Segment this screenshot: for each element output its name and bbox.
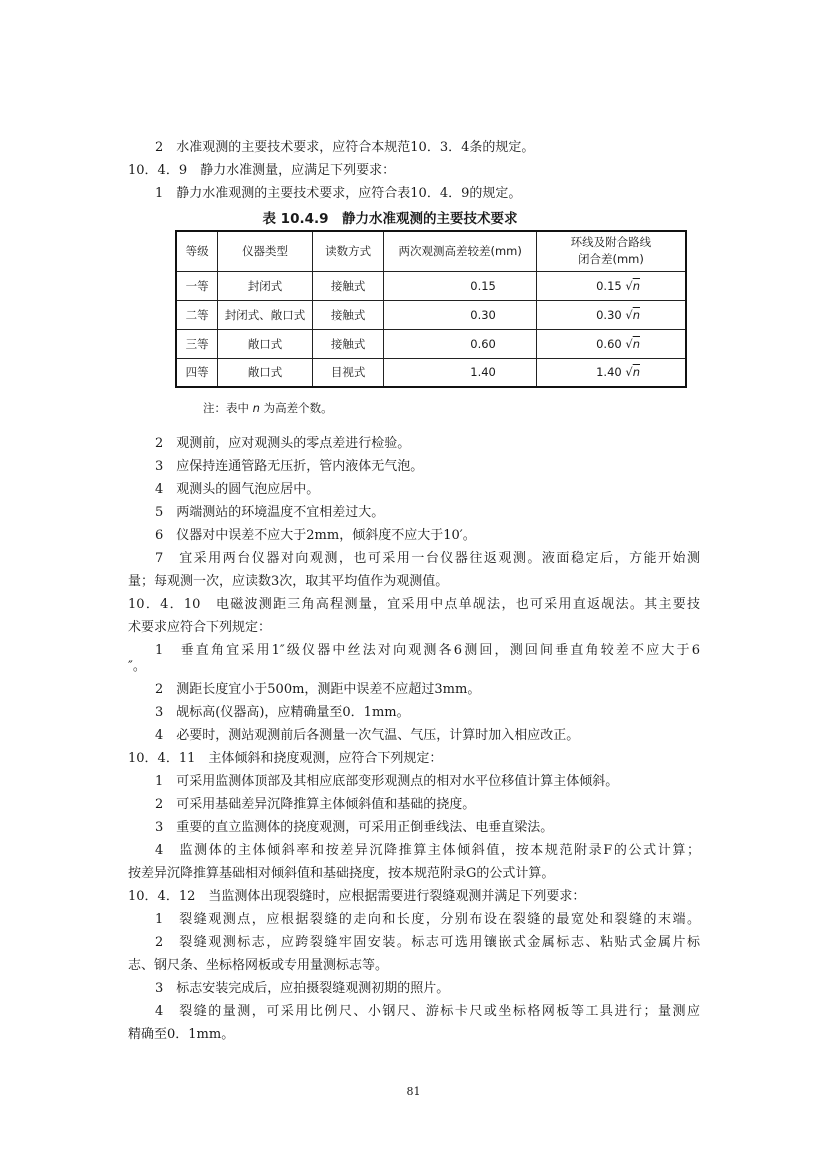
para-line: 3 觇标高(仪器高)，应精确量至0．1mm。 xyxy=(155,705,410,720)
sqrt-symbol: √ xyxy=(625,278,633,293)
closure-value: 0.15 xyxy=(596,278,622,293)
para-line: 术要求应符合下列规定： xyxy=(128,620,272,635)
para-line: 6 仪器对中误差不应大于2mm，倾斜度不应大于10′。 xyxy=(155,528,476,543)
para-line: 2 水准观测的主要技术要求，应符合本规范10．3．4条的规定。 xyxy=(155,140,535,155)
cell-grade: 四等 xyxy=(176,358,218,387)
para-line: 按差异沉降推算基础相对倾斜值和基础挠度，按本规范附录G的公式计算。 xyxy=(128,866,555,881)
para-line: 3 标志安装完成后，应拍摄裂缝观测初期的照片。 xyxy=(155,981,450,996)
para-line: 2 观测前，应对观测头的零点差进行检验。 xyxy=(155,436,411,451)
sqrt-symbol: √ xyxy=(625,365,633,380)
para-line: 1 静力水准观测的主要技术要求，应符合表10．4．9的规定。 xyxy=(155,186,522,201)
para-line: 量；每观测一次，应读数3次，取其平均值作为观测值。 xyxy=(128,574,449,589)
cell-grade: 一等 xyxy=(176,271,218,300)
header-closure-line2: 闭合差(mm) xyxy=(577,252,644,267)
cell-grade: 二等 xyxy=(176,300,218,329)
cell-reading: 目视式 xyxy=(312,358,384,387)
cell-height-diff: 0.60 xyxy=(384,329,536,358)
para-line: 4 必要时，测站观测前后各测量一次气温、气压，计算时加入相应改正。 xyxy=(155,728,580,743)
cell-grade: 三等 xyxy=(176,329,218,358)
cell-instrument: 封闭式 xyxy=(218,271,313,300)
cell-height-diff: 0.30 xyxy=(384,300,536,329)
para-line: 精确至0．1mm。 xyxy=(128,1027,235,1042)
para-line: 7 宜采用两台仪器对向观测，也可采用一台仪器往返观测。液面稳定后，方能开始测 xyxy=(155,551,700,566)
para-line: 1 可采用监测体顶部及其相应底部变形观测点的相对水平位移值计算主体倾斜。 xyxy=(155,774,619,789)
cell-reading: 接触式 xyxy=(312,329,384,358)
clause-heading: 10．4．11 主体倾斜和挠度观测，应符合下列规定： xyxy=(128,751,443,766)
cell-instrument: 敞口式 xyxy=(218,358,313,387)
table-row xyxy=(176,329,686,358)
cell-height-diff: 0.15 xyxy=(384,271,536,300)
clause-heading: 10．4．10 电磁波测距三角高程测量，宜采用中点单觇法，也可采用直返觇法。其主要技 xyxy=(128,597,700,612)
header-closure xyxy=(536,231,686,271)
table-caption: 表 10.4.9 静力水准观测的主要技术要求 xyxy=(262,211,518,227)
para-line: ″。 xyxy=(128,659,146,674)
page-number: 81 xyxy=(406,1085,421,1098)
para-line: 2 可采用基础差异沉降推算主体倾斜值和基础的挠度。 xyxy=(155,797,476,812)
para-line: 1 垂直角宜采用1″级仪器中丝法对向观测各6测回，测回间垂直角较差不应大于6 xyxy=(155,643,700,658)
cell-closure xyxy=(536,358,686,387)
closure-value: 0.60 xyxy=(596,336,622,351)
table-note xyxy=(203,400,333,416)
para-line: 志、钢尺条、坐标格网板或专用量测标志等。 xyxy=(128,958,389,973)
para-line: 3 应保持连通管路无压折，管内液体无气泡。 xyxy=(155,459,424,474)
para-line: 2 裂缝观测标志，应跨裂缝牢固安装。标志可选用镶嵌式金属标志、粘贴式金属片标 xyxy=(155,935,700,950)
sqrt-var: n xyxy=(632,336,640,351)
table-row xyxy=(176,300,686,329)
header-closure-line1: 环线及附合路线 xyxy=(570,235,652,250)
header-height-diff: 两次观测高差较差(mm) xyxy=(384,231,536,271)
sqrt-var: n xyxy=(632,278,640,293)
para-line: 5 两端测站的环境温度不宜相差过大。 xyxy=(155,505,385,520)
sqrt-symbol: √ xyxy=(625,307,633,322)
cell-reading: 接触式 xyxy=(312,271,384,300)
sqrt-var: n xyxy=(632,365,640,380)
cell-closure xyxy=(536,300,686,329)
header-reading-method: 读数方式 xyxy=(312,231,384,271)
clause-heading: 10．4．12 当监测体出现裂缝时，应根据需要进行裂缝观测并满足下列要求： xyxy=(128,889,586,904)
cell-closure xyxy=(536,329,686,358)
para-line: 4 裂缝的量测，可采用比例尺、小钢尺、游标卡尺或坐标格网板等工具进行；量测应 xyxy=(155,1004,700,1019)
cell-instrument: 敞口式 xyxy=(218,329,313,358)
sqrt-symbol: √ xyxy=(625,336,633,351)
table-row xyxy=(176,358,686,387)
para-line: 1 裂缝观测点，应根据裂缝的走向和长度，分别布设在裂缝的最宽处和裂缝的末端。 xyxy=(155,912,700,927)
note-suffix: 为高差个数。 xyxy=(263,401,333,415)
sqrt-var: n xyxy=(632,307,640,322)
closure-value: 1.40 xyxy=(596,365,622,380)
cell-reading: 接触式 xyxy=(312,300,384,329)
cell-instrument: 封闭式、敞口式 xyxy=(218,300,313,329)
para-line: 4 监测体的主体倾斜率和按差异沉降推算主体倾斜值，按本规范附录F的公式计算； xyxy=(155,843,700,858)
para-line: 2 测距长度宜小于500m，测距中误差不应超过3mm。 xyxy=(155,682,481,697)
para-line: 4 观测头的圆气泡应居中。 xyxy=(155,482,320,497)
note-prefix: 注：表中 xyxy=(203,401,249,415)
header-instrument-type: 仪器类型 xyxy=(218,231,313,271)
para-line: 3 重要的直立监测体的挠度观测，可采用正倒垂线法、电垂直梁法。 xyxy=(155,820,554,835)
cell-closure xyxy=(536,271,686,300)
table-row xyxy=(176,271,686,300)
closure-value: 0.30 xyxy=(596,307,622,322)
cell-height-diff: 1.40 xyxy=(384,358,536,387)
clause-heading: 10．4．9 静力水准测量，应满足下列要求： xyxy=(128,163,396,178)
note-var: n xyxy=(252,401,260,415)
header-grade: 等级 xyxy=(176,231,218,271)
tech-requirements-table xyxy=(175,230,687,388)
